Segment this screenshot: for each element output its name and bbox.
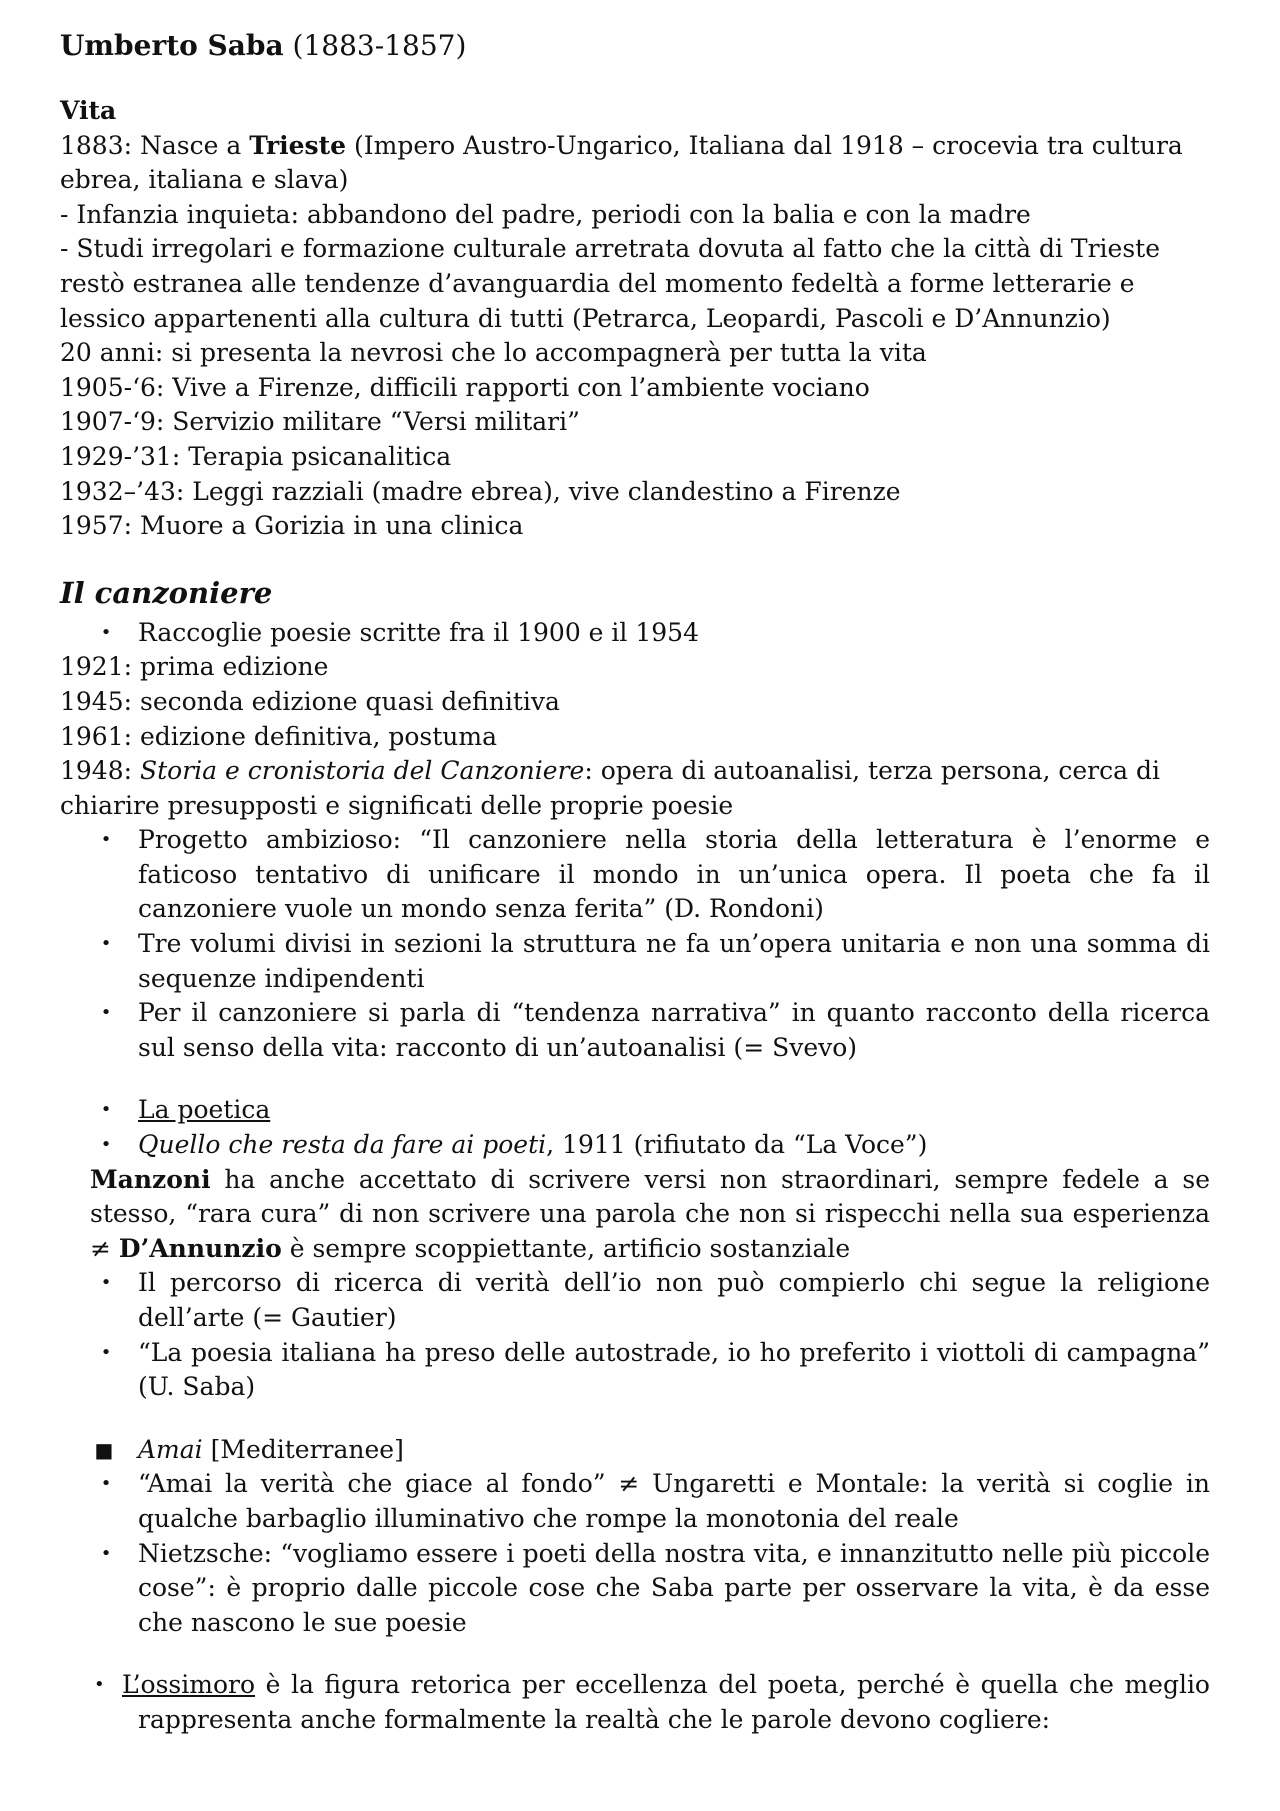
list-item: • Progetto ambizioso: “Il canzoniere nella storia della letteratura è l’enorme e faticoso tentativo di unificare il mondo in un’unica opera. Il poeta che fa il canzoniere vuole un mondo senza ferita” (D. Rondoni) <box>60 823 1210 927</box>
amai-title: Amai <box>138 1434 203 1464</box>
edition-line: 1921: prima edizione <box>60 652 329 682</box>
canzoniere-heading: Il canzoniere <box>60 575 273 610</box>
bullet-icon: • <box>100 1002 112 1024</box>
list-item <box>60 1093 1210 1128</box>
square-bullet-icon: ■ <box>94 1437 114 1462</box>
bullet-icon: • <box>100 1341 112 1363</box>
bullet-icon: • <box>100 1272 112 1294</box>
born-city: Trieste <box>249 130 347 160</box>
vita-heading: Vita <box>60 96 117 125</box>
list-item: • Tre volumi divisi in sezioni la struttura ne fa un’opera unitaria e non una somma di sequenze indipendenti <box>60 927 1210 996</box>
document-page <box>60 28 1210 1738</box>
document-title <box>60 28 1210 64</box>
dannunzio-name: D’Annunzio <box>118 1233 282 1263</box>
vita-born: 1883: Nasce a Trieste (Impero Austro-Ungarico, Italiana dal 1918 – crocevia tra cultura ebrea, italiana e slava) <box>60 130 1183 195</box>
title-author: Umberto Saba <box>60 29 284 62</box>
list-item: • Per il canzoniere si parla di “tendenza narrativa” in quanto racconto della ricerca sul senso della vita: racconto di un’autoanalisi (= Svevo) <box>60 996 1210 1065</box>
quello-title: Quello che resta da fare ai poeti <box>138 1130 547 1160</box>
list-item: • “La poesia italiana ha preso delle autostrade, io ho preferito i viottoli di campagna” (U. Saba) <box>60 1336 1210 1405</box>
bullet-icon: • <box>100 1542 112 1564</box>
amai-list <box>60 1433 1210 1641</box>
list-item: • Quello che resta da fare ai poeti, 1911 (rifiutato da “La Voce”) <box>60 1128 1210 1163</box>
list-item: • “Amai la verità che giace al fondo” ≠ Ungaretti e Montale: la verità si coglie in qualche barbaglio illuminativo che rompe la monotonia del reale <box>60 1467 1210 1536</box>
canzoniere-points-list <box>60 823 1210 1065</box>
list-item: • Nietzsche: “vogliamo essere i poeti della nostra vita, e innanzitutto nelle più piccole cose”: è proprio dalle piccole cose che Saba parte per osservare la vita, è da esse che nascono le sue poesie <box>60 1537 1210 1641</box>
vita-infanzia: - Infanzia inquieta: abbandono del padre, periodi con la balia e con la madre <box>60 199 1031 229</box>
vita-event: 1905-‘6: Vive a Firenze, difficili rapporti con l’ambiente vociano <box>60 372 870 402</box>
poetica-points-list <box>60 1266 1210 1404</box>
bullet-icon: • <box>94 1674 105 1696</box>
manzoni-name: Manzoni <box>90 1164 211 1194</box>
vita-studi: - Studi irregolari e formazione culturale arretrata dovuta al fatto che la città di Trieste restò estranea alle tendenze d’avanguardia del momento fedeltà a forme letterarie e lessico appartenenti alla cultura di tutti (Petrarca, Leopardi, Pascoli e D’Annunzio) <box>60 234 1160 333</box>
vita-event: 1932–’43: Leggi razziali (madre ebrea), vive clandestino a Firenze <box>60 476 901 506</box>
ossimoro-label: L’ossimoro <box>122 1670 256 1700</box>
vita-event: 1907-‘9: Servizio militare “Versi militari” <box>60 407 580 437</box>
edition-line: 1945: seconda edizione quasi definitiva <box>60 686 560 716</box>
vita-event: 1957: Muore a Gorizia in una clinica <box>60 511 524 541</box>
manzoni-paragraph: Manzoni ha anche accettato di scrivere versi non straordinari, sempre fedele a se stesso, “rara cura” di non scrivere una parola che non si rispecchi nella sua esperienza ≠ D’Annunzio è sempre scoppiettante, artificio sostanziale <box>90 1164 1210 1263</box>
canzoniere-intro-list <box>60 616 1210 651</box>
list-item: • Il percorso di ricerca di verità dell’io non può compierlo chi segue la religione dell’arte (= Gautier) <box>60 1266 1210 1335</box>
bullet-icon: • <box>100 1134 112 1156</box>
list-item: • Raccoglie poesie scritte fra il 1900 e il 1954 <box>60 616 1210 651</box>
bullet-icon: • <box>100 621 112 643</box>
edition-line: 1961: edizione definitiva, postuma <box>60 721 498 751</box>
bullet-icon: • <box>100 1473 112 1495</box>
list-item: ■ Amai [Mediterranee] <box>60 1433 1210 1468</box>
vita-event: 20 anni: si presenta la nevrosi che lo accompagnerà per tutta la vita <box>60 338 927 368</box>
storia-line: 1948: Storia e cronistoria del Canzoniere: opera di autoanalisi, terza persona, cerca di chiarire presupposti e significati delle proprie poesie <box>60 756 1160 820</box>
bullet-icon: • <box>100 829 112 851</box>
poetica-list <box>60 1093 1210 1162</box>
poetica-label: La poetica <box>138 1095 271 1125</box>
title-dates: (1883-1857) <box>283 29 467 62</box>
bullet-icon: • <box>100 1099 112 1121</box>
ossimoro-paragraph: • L’ossimoro è la figura retorica per eccellenza del poeta, perché è quella che meglio rappresenta anche formalmente la realtà che le parole devono cogliere: <box>94 1670 1210 1734</box>
bullet-icon: • <box>100 933 112 955</box>
storia-title: Storia e cronistoria del Canzoniere <box>140 756 585 786</box>
vita-event: 1929-’31: Terapia psicanalitica <box>60 441 452 471</box>
